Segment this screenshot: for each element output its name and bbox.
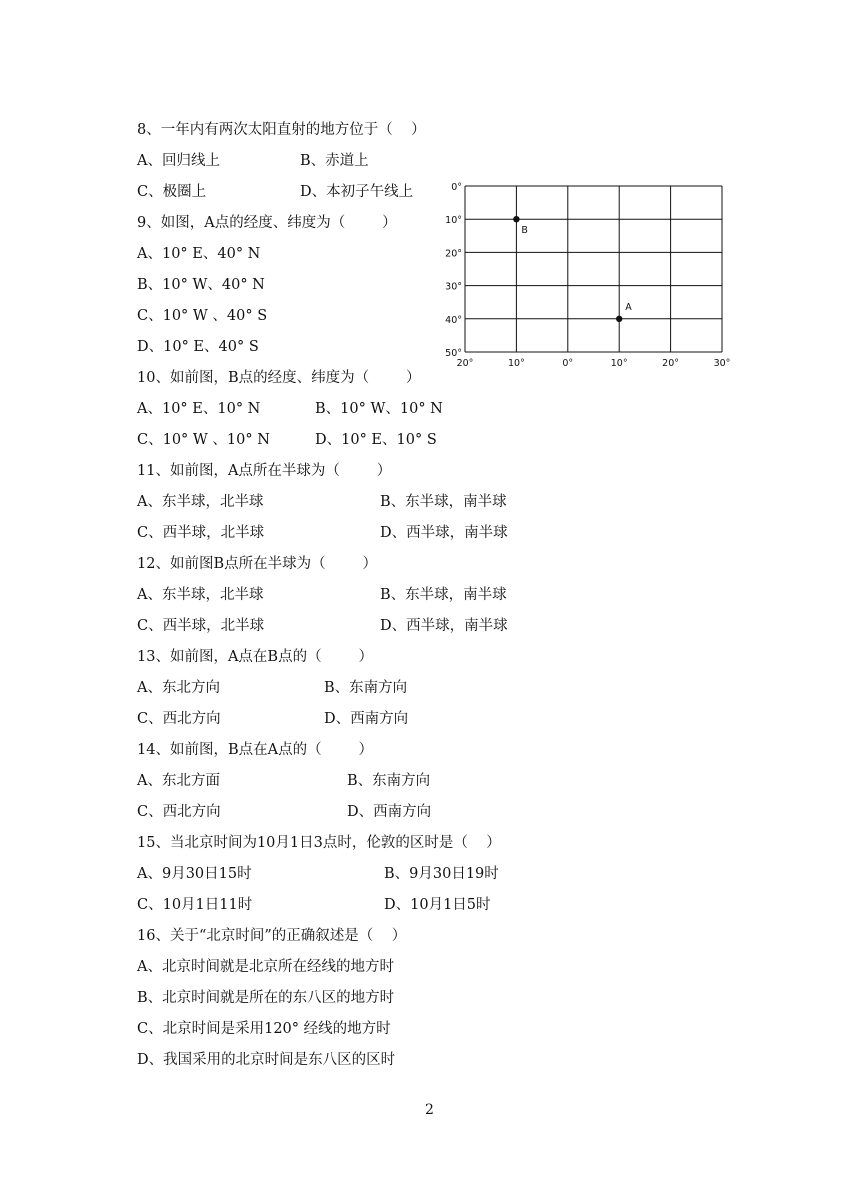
question-15-option-a: A、9月30日15时 xyxy=(137,866,252,882)
question-13-stem: 13、如前图，A点在B点的（ ） xyxy=(137,649,373,665)
point-a-label: A xyxy=(625,301,632,313)
latitude-label: 40° xyxy=(445,314,462,326)
question-13-option-b: B、东南方向 xyxy=(324,680,408,696)
question-13-option-d: D、西南方向 xyxy=(324,711,409,727)
longitude-label: 20° xyxy=(456,358,474,369)
question-8-option-d: D、本初子午线上 xyxy=(300,184,414,200)
question-9-stem: 9、如图，A点的经度、纬度为（ ） xyxy=(137,215,397,231)
question-16-option-a: A、北京时间就是北京所在经线的地方时 xyxy=(137,959,394,975)
point-b-marker xyxy=(513,216,519,222)
longitude-label: 10° xyxy=(507,358,525,369)
question-9-option-d: D、10° E、40° S xyxy=(137,339,259,355)
question-9-option-c: C、10° W 、40° S xyxy=(137,308,268,324)
question-14-option-b: B、东南方向 xyxy=(347,773,431,789)
longitude-label: 0° xyxy=(562,358,574,369)
grid-lines xyxy=(465,186,722,352)
question-16-option-c: C、北京时间是采用120° 经线的地方时 xyxy=(137,1021,391,1037)
question-10-option-b: B、10° W、10° N xyxy=(315,401,443,417)
question-12-stem: 12、如前图B点所在半球为（ ） xyxy=(137,556,377,572)
question-15-stem: 15、当北京时间为10月1日3点时，伦敦的区时是（ ） xyxy=(137,835,501,851)
longitude-label: 30° xyxy=(713,358,731,369)
point-a-marker xyxy=(616,316,622,322)
longitude-labels xyxy=(457,358,731,369)
question-16-option-b: B、北京时间就是所在的东八区的地方时 xyxy=(137,990,395,1006)
latitude-label: 20° xyxy=(445,248,462,260)
question-11-option-c: C、西半球，北半球 xyxy=(137,525,265,541)
question-15-option-c: C、10月1日11时 xyxy=(137,897,253,913)
question-13-option-a: A、东北方向 xyxy=(137,680,220,696)
question-8-option-c: C、极圈上 xyxy=(137,184,207,200)
question-11-stem: 11、如前图，A点所在半球为（ ） xyxy=(137,463,392,479)
question-10-stem: 10、如前图，B点的经度、纬度为（ ） xyxy=(137,370,421,386)
question-15-option-b: B、9月30日19时 xyxy=(384,866,499,882)
question-9-option-a: A、10° E、40° N xyxy=(137,246,261,262)
question-11-option-b: B、东半球，南半球 xyxy=(380,494,507,510)
page-number: 2 xyxy=(425,1102,434,1118)
question-8-option-a: A、回归线上 xyxy=(137,153,220,169)
latitude-label: 50° xyxy=(445,348,462,359)
latitude-labels xyxy=(445,182,462,359)
question-11-option-d: D、西半球，南半球 xyxy=(380,525,508,541)
question-10-option-d: D、10° E、10° S xyxy=(315,432,437,448)
lat-lon-grid-figure xyxy=(440,178,735,378)
question-12-option-c: C、西半球，北半球 xyxy=(137,618,265,634)
question-11-option-a: A、东半球，北半球 xyxy=(137,494,264,510)
question-8-option-b: B、赤道上 xyxy=(300,153,369,169)
question-12-option-d: D、西半球，南半球 xyxy=(380,618,508,634)
question-9-option-b: B、10° W、40° N xyxy=(137,277,265,293)
question-10-option-c: C、10° W 、10° N xyxy=(137,432,270,448)
question-14-option-c: C、西北方向 xyxy=(137,804,221,820)
latitude-label: 0° xyxy=(451,182,462,193)
question-12-option-b: B、东半球，南半球 xyxy=(380,587,507,603)
question-14-stem: 14、如前图，B点在A点的（ ） xyxy=(137,742,373,758)
question-16-option-d: D、我国采用的北京时间是东八区的区时 xyxy=(137,1052,396,1068)
question-10-option-a: A、10° E、10° N xyxy=(137,401,261,417)
question-16-stem: 16、关于“北京时间”的正确叙述是（ ） xyxy=(137,928,407,944)
question-14-option-d: D、西南方向 xyxy=(347,804,432,820)
longitude-label: 10° xyxy=(610,358,628,369)
question-14-option-a: A、东北方面 xyxy=(137,773,220,789)
point-b-label: B xyxy=(521,225,528,237)
latitude-label: 10° xyxy=(445,215,462,227)
longitude-label: 20° xyxy=(662,358,680,369)
question-12-option-a: A、东半球，北半球 xyxy=(137,587,264,603)
latitude-label: 30° xyxy=(445,281,462,293)
question-13-option-c: C、西北方向 xyxy=(137,711,221,727)
question-15-option-d: D、10月1日5时 xyxy=(384,897,491,913)
question-8-stem: 8、一年内有两次太阳直射的地方位于（ ） xyxy=(137,122,426,138)
